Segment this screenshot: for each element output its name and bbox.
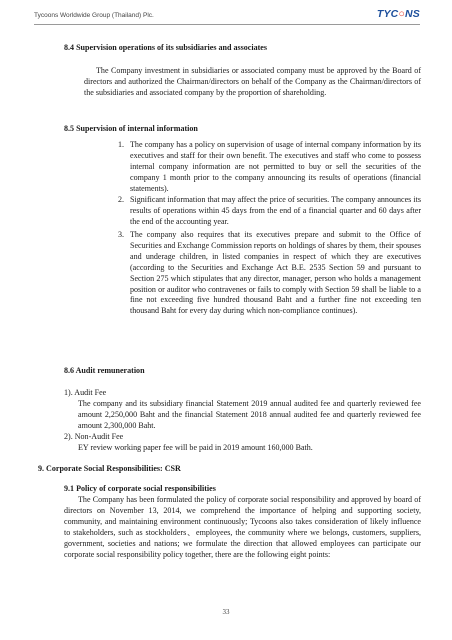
list-text: The company also requires that its executives prepare and submit to the Office of Securities and Exchange Commission reports on holdings of shares by them, their spouses and underage children, in listed companies in respect of which they are executives (according to the Securities and Exchange Act B.E. 2535 Section 59 and pursuant to Section 275 which stipulates that any director, manager, person who holds a management position or auditor who contravenes or fails to comply with Section 59 shall be liable to a fine not exceeding five hundred thousand Baht and a further fine not exceeding ten thousand Baht for every day during which non-compliance continues). (130, 230, 421, 316)
list-number: 3. (118, 230, 125, 239)
list-text: Significant information that may affect the price of securities. The company announces its results of operations within 45 days from the end of a financial quarter and 60 days after the end of the accounting year. (130, 195, 421, 226)
list-text: The company has a policy on supervision of usage of internal company information by its executives and staff for their own benefit. The executives and staff who come to possess internal company information are not permitted to buy or sell the securities of the company 1 month prior to the company announcing its results of operations (financial statements). (130, 140, 421, 193)
company-name: Tycoons Worldwide Group (Thailand) Plc. (34, 12, 154, 19)
page-header (34, 6, 420, 26)
section-8-4-body: The Company investment in subsidiaries or associated company must be approved by the Board of directors and authorized the Chairman/directors on behalf of the Company as the Chairman/directors of the subsidiaries and associated company by the proportion of shareholding. (84, 66, 421, 97)
non-audit-fee-text: EY review working paper fee will be paid in 2019 amount 160,000 Bath. (78, 443, 313, 452)
section-8-5-heading: 8.5 Supervision of internal information (64, 124, 198, 133)
section-9-1-heading: 9.1 Policy of corporate social responsibilities (64, 484, 216, 493)
audit-fee-label: 1). Audit Fee (64, 388, 107, 397)
section-9-1-body: The Company has been formulated the policy of corporate social responsibility and approved by board of directors on November 13, 2014, we comprehend the importance of helping and supporting society, community, and maintaining environment continuously; Tycoons also takes consideration of likely influence to stakeholders, such as stockholders、employees, the community where we belongs, customers, suppliers, government, societies and nations; we formulate the direction that allowed employees can participate our corporate social responsibility policy together, there are the following eight points: (64, 495, 421, 559)
non-audit-fee-label: 2). Non-Audit Fee (64, 432, 124, 441)
section-9-heading: 9. Corporate Social Responsibilities: CSR (38, 464, 181, 473)
list-number: 2. (118, 195, 125, 204)
tycoons-logo: TYC○NS (376, 8, 420, 20)
header-divider (34, 24, 420, 25)
section-8-4-heading: 8.4 Supervision operations of its subsidiaries and associates (64, 43, 267, 52)
list-number: 1. (118, 140, 125, 149)
page-number: 33 (222, 608, 230, 616)
section-8-6-heading: 8.6 Audit remuneration (64, 366, 145, 375)
audit-fee-text: The company and its subsidiary financial Statement 2019 annual audited fee and quarterly reviewed fee amount 2,250,000 Baht and the financial Statement 2018 annual audited fee and quarterly reviewed fee amount 2,300,000 Baht. (78, 399, 421, 430)
